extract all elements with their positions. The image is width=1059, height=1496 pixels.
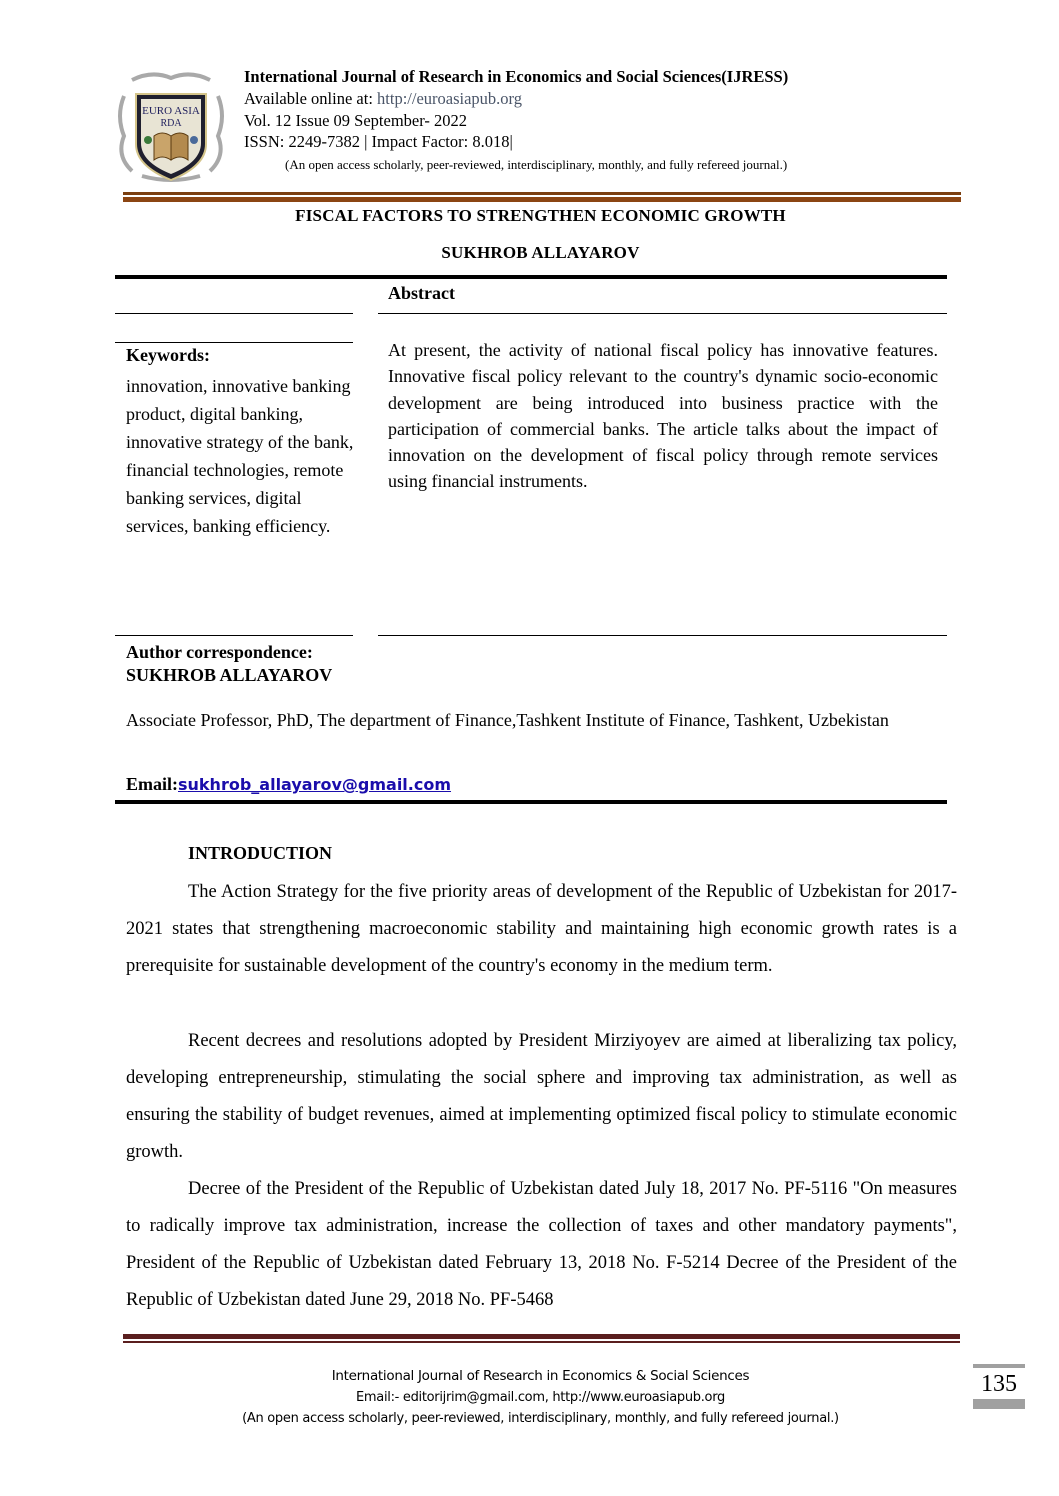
article-author: SUKHROB ALLAYAROV	[441, 243, 640, 262]
divider	[378, 635, 947, 636]
footer-description: (An open access scholarly, peer-reviewed, interdisciplinary, monthly, and fully refereed journal.)	[242, 1411, 839, 1426]
correspondence-heading: Author correspondence:	[126, 642, 313, 662]
footer-divider	[123, 1334, 960, 1339]
available-label: Available online at:	[244, 89, 378, 108]
author-affiliation: Associate Professor, PhD, The department of Finance,Tashkent Institute of Finance, Tashkent, Uzbekistan	[126, 710, 889, 730]
issn-impact-factor: ISSN: 2249-7382 | Impact Factor: 8.018|	[244, 132, 513, 151]
email-row	[126, 774, 451, 795]
author-divider	[115, 800, 947, 804]
email-label: Email:	[126, 774, 178, 794]
keywords-list: innovation, innovative banking product, digital banking, innovative strategy of the bank, financial technologies, remote banking services, digital services, banking efficiency.	[126, 376, 354, 536]
footer-journal: International Journal of Research in Economics & Social Sciences	[331, 1368, 750, 1384]
book-icon	[154, 133, 188, 160]
journal-url-link[interactable]: http://euroasiapub.org	[377, 89, 522, 108]
abstract-text: At present, the activity of national fiscal policy has innovative features. Innovative fiscal policy relevant to the country's dynamic socio-economic development are being introduced into business practice with the participation of commercial banks. The article talks about the impact of innovation on the development of fiscal policy through remote services using financial instruments.	[388, 340, 938, 492]
introduction-heading: INTRODUCTION	[188, 843, 333, 863]
logo-text-2: RDA	[160, 118, 182, 129]
journal-logo	[112, 66, 230, 184]
body-paragraph: Decree of the President of the Republic of Uzbekistan dated July 18, 2017 No. PF-5116 "On measures to radically improve tax administration, increase the collection of taxes and other mandatory payments", President of the Republic of Uzbekistan dated February 13, 2018 No. F-5214 Decree of the President of the Republic of Uzbekistan dated June 29, 2018 No. PF-5468	[126, 1179, 957, 1310]
journal-title: International Journal of Research in Economics and Social Sciences(IJRESS)	[244, 67, 789, 86]
title-divider	[115, 275, 947, 279]
volume-issue: Vol. 12 Issue 09 September- 2022	[244, 111, 468, 130]
divider	[378, 313, 947, 314]
header-divider-thick	[123, 197, 961, 202]
header-divider	[123, 192, 961, 195]
divider	[115, 313, 353, 314]
divider	[115, 342, 353, 343]
availability-line	[244, 88, 522, 109]
footer-contact: Email:- editorijrim@gmail.com, http://www.euroasiapub.org	[356, 1390, 725, 1405]
correspondence-name: SUKHROB ALLAYAROV	[126, 665, 333, 685]
article-title: FISCAL FACTORS TO STRENGTHEN ECONOMIC GROWTH	[295, 206, 786, 225]
body-paragraph: The Action Strategy for the five priority areas of development of the Republic of Uzbekistan for 2017-2021 states that strengthening macroeconomic stability and maintaining high economic growth rates is a prerequisite for sustainable development of the country's economy in the medium term.	[126, 882, 957, 976]
keywords-heading: Keywords:	[126, 345, 210, 365]
page-number-bar-bottom	[973, 1399, 1025, 1409]
page-number: 135	[981, 1371, 1017, 1397]
divider	[115, 635, 353, 636]
email-link[interactable]: sukhrob_allayarov@gmail.com	[178, 775, 452, 794]
logo-text-1: EURO ASIA	[142, 105, 200, 117]
page-number-bar-top	[973, 1364, 1025, 1368]
footer-divider-thin	[123, 1341, 960, 1343]
body-paragraph: Recent decrees and resolutions adopted by President Mirziyoyev are aimed at liberalizing tax policy, developing entrepreneurship, stimulating the social sphere and improving tax administration, as well as ensuring the stability of budget revenues, aimed at implementing optimized fiscal policy to stimulate economic growth.	[126, 1031, 957, 1162]
journal-description: (An open access scholarly, peer-reviewed, interdisciplinary, monthly, and fully refereed journal.)	[285, 157, 788, 172]
abstract-heading: Abstract	[388, 283, 455, 303]
